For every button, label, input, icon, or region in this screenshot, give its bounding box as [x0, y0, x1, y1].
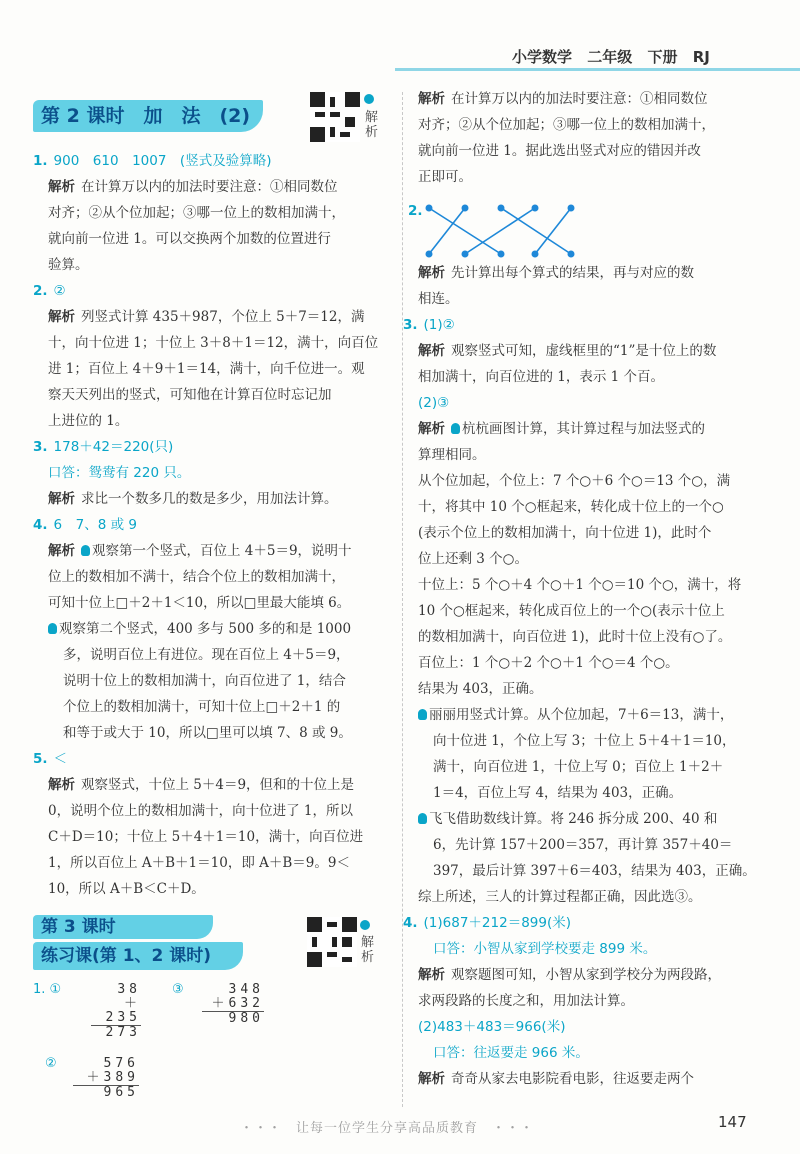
cont-exp-line: 正即可。	[418, 169, 472, 185]
lesson-subtitle-3: 练习课(第 1、2 课时)	[33, 942, 243, 970]
q4-exp-line: 观察第一个竖式，百位上 4＋5＝9，说明十	[92, 543, 352, 559]
column-divider	[402, 92, 403, 1107]
q4-exp-line: 位上的数相加不满十，结合个位上的数相加满十，	[48, 569, 345, 585]
r-q4-number: 4.	[403, 915, 418, 931]
r-q4-oral2: 口答：往返要走 966 米。	[433, 1045, 589, 1061]
q2-exp-line: 进 1；百位上 4＋9＋1＝14，满十，向千位进一。观	[48, 361, 365, 377]
q2-exp-line: 十，向十位进 1；十位上 3＋8＋1＝12，满十，向百位	[48, 335, 379, 351]
q3-number: 3.	[33, 439, 48, 455]
header-rule	[395, 68, 800, 71]
q5-exp-line: C＋D＝10；十位上 5＋4＋1＝10，满十，向百位进	[48, 829, 364, 845]
r-q3-answer1: (1)②	[423, 317, 455, 333]
q4-exp2-line: 观察第二个竖式，400 多与 500 多的和是 1000	[59, 621, 352, 637]
q1-exp-line: 在计算万以内的加法时要注意：①相同数位	[81, 179, 338, 195]
page-header	[512, 46, 720, 67]
r-q4-exp2-line: 奇奇从家去电影院看电影，往返要走两个	[451, 1071, 694, 1087]
lesson-title-2: 第 2 课时 加 法 (2)	[33, 100, 263, 132]
q4-answer: 6 7、8 或 9	[53, 517, 137, 533]
r-q3-exp2-line: 杭杭画图计算，其计算过程与加法竖式的	[462, 421, 705, 437]
r-q3-analysis-label: 解析	[418, 343, 445, 359]
q3-analysis-label: 解析	[48, 491, 75, 507]
r-q3-analysis-label: 解析	[418, 421, 445, 437]
right-column	[403, 86, 758, 1092]
q1-exp-line: 对齐；②从个位加起；③哪一位上的数相加满十，	[48, 205, 345, 221]
qr-code-icon[interactable]	[310, 92, 360, 142]
r-q3-exp2-line: 算理相同。	[418, 447, 486, 463]
q2-exp-line: 列竖式计算 435＋987，个位上 5＋7＝12，满	[81, 309, 365, 325]
r-q4-analysis-label: 解析	[418, 1071, 445, 1087]
header-edition: RJ	[692, 48, 710, 66]
q1-number: 1.	[33, 153, 48, 169]
matching-lines-diagram	[423, 202, 593, 260]
r-q3-exp3-line: 结果为 403，正确。	[418, 681, 543, 697]
q4-exp-line: 可知十位上□＋2＋1＜10，所以□里最大能填 6。	[48, 595, 351, 611]
q4-exp2-line: 说明十位上的数相加满十，向百位进了 1，结合	[63, 673, 346, 689]
r-q4-oral1: 口答：小智从家到学校要走 899 米。	[433, 941, 657, 957]
r-q3-exp1-line: 相加满十，向百位进的 1，表示 1 个百。	[418, 369, 665, 385]
cont-analysis-label: 解析	[418, 91, 445, 107]
r-q3-exp4-line: 向十位进 1，个位上写 3；十位上 5＋4＋1＝10，	[433, 733, 736, 749]
cont-exp-line: 对齐；②从个位加起；③哪一位上的数相加满十，	[418, 117, 715, 133]
calc-sum: 273	[91, 1025, 141, 1040]
r-q4-exp1-line: 求两段路的长度之和，用加法计算。	[418, 993, 634, 1009]
calc-addend: ＋389	[86, 1070, 139, 1085]
r-q3-exp3-line: 10 个○框起来，转化成百位上的一个○(表示十位上	[418, 603, 725, 619]
calc-sum: 965	[73, 1085, 139, 1100]
r-q3-exp1-line: 观察竖式可知，虚线框里的“1”是十位上的数	[451, 343, 717, 359]
play-icon[interactable]	[364, 94, 374, 104]
lightbulb-icon	[81, 545, 90, 556]
q5-answer: ＜	[53, 751, 68, 767]
r-q2-exp-line: 相连。	[418, 291, 459, 307]
q1-answer: 900 610 1007 (竖式及验算略)	[53, 153, 272, 169]
calc-sum: 980	[202, 1011, 264, 1026]
q3-oral-answer: 口答：鸳鸯有 220 只。	[48, 465, 191, 481]
q5-number: 5.	[33, 751, 48, 767]
r-q3-exp3-line: 十位上：5 个○＋4 个○＋1 个○＝10 个○，满十，将	[418, 577, 742, 593]
q5-analysis-label: 解析	[48, 777, 75, 793]
r-q3-exp5-line: 6，先计算 157＋200＝357，再计算 357＋40＝	[433, 837, 733, 853]
q2-exp-line: 察天天列出的竖式，可知他在计算百位时忘记加	[48, 387, 332, 403]
r-q3-exp4-line: 满十，向百位进 1，十位上写 0；百位上 1＋2＋	[433, 759, 724, 775]
header-volume: 下册	[647, 48, 678, 66]
q3-exp-line: 求比一个数多几的数是多少，用加法计算。	[81, 491, 338, 507]
q5-exp-line: 10，所以 A＋B＜C＋D。	[48, 881, 205, 897]
q1-exp-line: 就向前一位进 1。可以交换两个加数的位置进行	[48, 231, 331, 247]
r-q3-exp5-line: 397，最后计算 397＋6＝403，结果为 403，正确。	[433, 863, 756, 879]
r-q4-analysis-label: 解析	[418, 967, 445, 983]
r-q3-exp4-line: 丽丽用竖式计算。从个位加起，7＋6＝13，满十，	[429, 707, 734, 723]
q3-answer: 178＋42＝220(只)	[53, 439, 174, 455]
r-q3-conclusion: 综上所述，三人的计算过程都正确，因此选③。	[418, 889, 702, 905]
q4-exp2-line: 多，说明百位上有进位。现在百位上 4＋5＝9，	[63, 647, 350, 663]
calc-addend: 576	[103, 1056, 139, 1071]
q4-exp2-line: 和等于或大于 10，所以□里可以填 7、8 或 9。	[63, 725, 352, 741]
q4-exp2-line: 个位上的数相加满十，可知十位上□＋2＋1 的	[63, 699, 341, 715]
lightbulb-icon	[48, 623, 57, 634]
r-q3-exp5-line: 飞飞借助数线计算。将 246 拆分成 200、40 和	[429, 811, 718, 827]
q1-analysis-label: 解析	[48, 179, 75, 195]
lesson-title-3: 第 3 课时	[33, 915, 213, 939]
calc-label: ②	[45, 1056, 57, 1071]
r-q3-exp3-line: 百位上：1 个○＋2 个○＋1 个○＝4 个○。	[418, 655, 679, 671]
qr-analysis-label: 解析	[365, 110, 379, 140]
lightbulb-icon	[418, 813, 427, 824]
r-q2-exp-line: 先计算出每个算式的结果，再与对应的数	[451, 265, 694, 281]
r-q3-answer2: (2)③	[418, 395, 450, 411]
qr-analysis-label: 解析	[361, 935, 375, 965]
r-q2-number: 2.	[408, 203, 423, 219]
calc-label: ③	[172, 982, 184, 997]
header-grade: 二年级	[587, 48, 633, 66]
cont-exp-line: 就向前一位进 1。据此选出竖式对应的错因并改	[418, 143, 701, 159]
calc-label: 1. ①	[33, 982, 62, 997]
left-column	[33, 148, 381, 902]
r-q2-analysis-label: 解析	[418, 265, 445, 281]
page-number: 147	[718, 1113, 747, 1131]
q2-analysis-label: 解析	[48, 309, 75, 325]
r-q3-exp3-line: 十，将其中 10 个○框起来，转化成十位上的一个○	[418, 499, 724, 515]
r-q4-exp1-line: 观察题图可知，小智从家到学校分为两段路，	[451, 967, 721, 983]
q4-number: 4.	[33, 517, 48, 533]
qr-code-icon[interactable]	[307, 917, 357, 967]
lightbulb-icon	[451, 423, 460, 434]
r-q3-exp3-line: 的数相加满十，向百位进 1)，此时十位上没有○了。	[418, 629, 732, 645]
q5-exp-line: 0，说明个位上的数相加满十，向十位进了 1，所以	[48, 803, 353, 819]
play-icon[interactable]	[360, 920, 370, 930]
q4-analysis-label: 解析	[48, 543, 75, 559]
cont-exp-line: 在计算万以内的加法时要注意：①相同数位	[451, 91, 708, 107]
q2-exp-line: 上进位的 1。	[48, 413, 129, 429]
q2-number: 2.	[33, 283, 48, 299]
q5-exp-line: 观察竖式，十位上 5＋4＝9，但和的十位上是	[81, 777, 355, 793]
footer-slogan: ・・・ 让每一位学生分享高品质教育 ・・・	[240, 1121, 535, 1136]
r-q3-exp3-line: 位上还剩 3 个○。	[418, 551, 528, 567]
r-q3-number: 3.	[403, 317, 418, 333]
calc-addend: 38	[117, 982, 141, 997]
calc-addend: ＋632	[211, 996, 264, 1011]
r-q3-exp3-line: 从个位加起，个位上：7 个○＋6 个○＝13 个○，满	[418, 473, 731, 489]
r-q3-exp4-line: 1＝4，百位上写 4，结果为 403，正确。	[433, 785, 683, 801]
q1-exp-line: 验算。	[48, 257, 89, 273]
r-q3-exp3-line: (表示个位上的数相加满十，向十位进 1)，此时个	[418, 525, 712, 541]
calc-addend: ＋235	[105, 996, 141, 1025]
header-subject: 小学数学	[512, 48, 573, 66]
q5-exp-line: 1，所以百位上 A＋B＋1＝10，即 A＋B＝9。9＜	[48, 855, 350, 871]
q2-answer: ②	[53, 283, 66, 299]
r-q4-answer1: (1)687＋212＝899(米)	[423, 915, 571, 931]
lightbulb-icon	[418, 709, 427, 720]
calc-addend: 348	[228, 982, 264, 997]
r-q4-answer2: (2)483＋483＝966(米)	[418, 1019, 566, 1035]
